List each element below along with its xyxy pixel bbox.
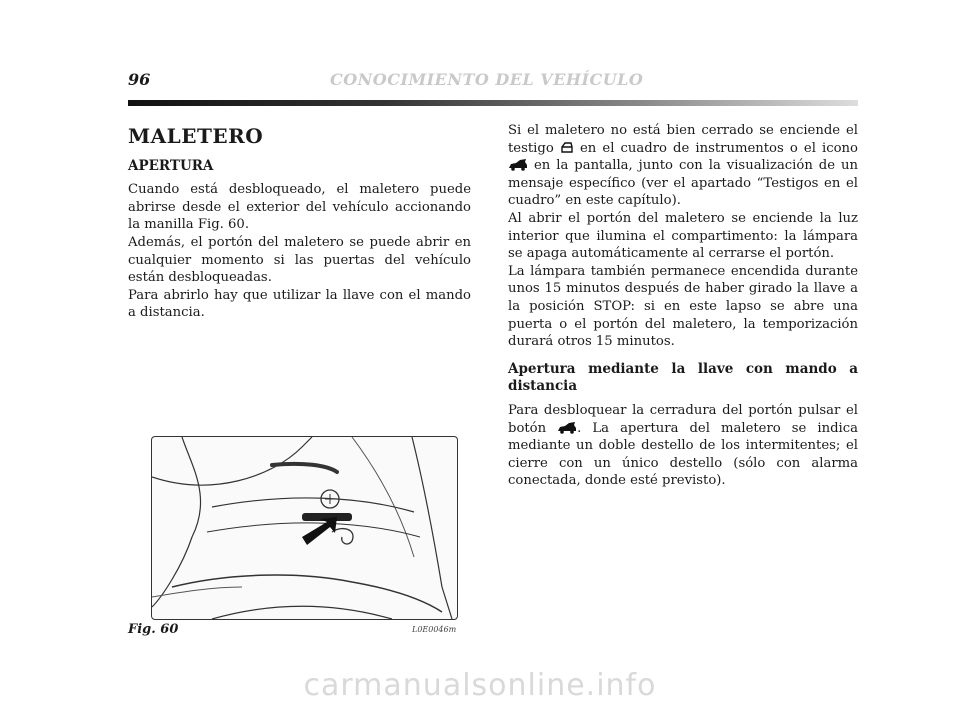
page-number: 96: [128, 70, 151, 89]
paragraph: [508, 122, 858, 210]
car-trunk-open-icon: [557, 421, 577, 434]
paragraph: Cuando está desbloqueado, el maletero puede abrirse desde el exterior del vehículo accionando la manilla Fig. 60.: [128, 182, 471, 233]
paragraph: Para abrirlo hay que utilizar la llave con el mando a distancia.: [128, 287, 471, 321]
car-trunk-open-icon: [508, 158, 528, 171]
text-span: Para desbloquear la cerradura del portón pulsar el botón: [508, 402, 858, 436]
text-span: en la pantalla, junto con la visualización de un mensaje específico (ver el apartado “Testigos en el cuadro” en este capítulo).: [508, 158, 858, 209]
running-header: CONOCIMIENTO DEL VEHÍCULO: [330, 70, 644, 89]
figure-code: L0E0046m: [412, 625, 457, 634]
subheading-apertura: APERTURA: [128, 157, 214, 174]
watermark: carmanualsonline.info: [303, 668, 657, 703]
text-span: . La apertura del maletero se indica mediante un doble destello de los intermitentes; el cierre con un único destello (sólo con alarma conectada, donde esté previsto).: [508, 420, 858, 489]
paragraph: Al abrir el portón del maletero se enciende la luz interior que ilumina el compartimento: la lámpara se apaga automáticamente al cerrarse el portón.: [508, 210, 858, 262]
subheading-remote: Apertura mediante la llave con mando a distancia: [508, 360, 858, 395]
right-column: [508, 122, 858, 490]
figure-trunk-handle: [151, 436, 458, 620]
paragraph: Además, el portón del maletero se puede abrir en cualquier momento si las puertas del vehículo están desbloqueadas.: [128, 234, 471, 286]
text-span: en el cuadro de instrumentos o el icono: [580, 140, 858, 156]
section-heading: MALETERO: [128, 124, 264, 148]
left-column: [128, 118, 471, 322]
header-rule: [128, 100, 858, 106]
text-span: Si el maletero no está bien cerrado se enciende el testigo: [508, 123, 858, 156]
paragraph: La lámpara también permanece encendida durante unos 15 minutos después de haber girado la llave a la posición STOP: si en este lapso se abre una puerta o el portón del maletero, la temporización durará otros 15 minutos.: [508, 263, 858, 350]
trunk-illustration: [152, 437, 457, 619]
figure-caption: Fig. 60: [128, 622, 179, 637]
trunk-warning-icon: [560, 141, 574, 154]
paragraph: [508, 402, 858, 490]
